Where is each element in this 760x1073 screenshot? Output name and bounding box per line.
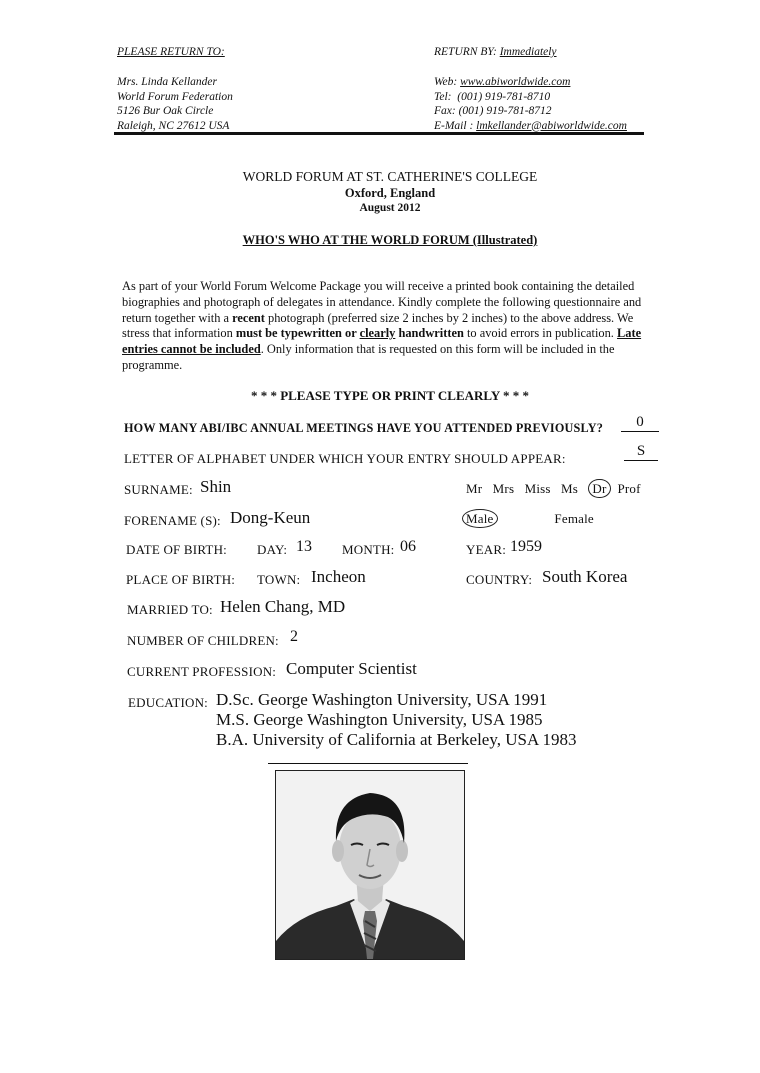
profession-label: CURRENT PROFESSION: [127, 664, 277, 679]
title-option-mr[interactable]: Mr [466, 481, 483, 496]
fax-line [434, 104, 627, 119]
return-by [434, 46, 557, 58]
title-option-miss[interactable]: Miss [524, 481, 551, 496]
education-list[interactable] [216, 690, 577, 750]
year-field[interactable]: 1959 [510, 538, 542, 555]
web-label: Web: [434, 76, 458, 88]
town-field[interactable]: Incheon [311, 567, 366, 586]
education-entry: M.S. George Washington University, USA 1985 [216, 710, 543, 729]
return-address [117, 75, 233, 133]
print-clearly-notice: * * * PLEASE TYPE OR PRINT CLEARLY * * * [250, 388, 530, 403]
married-label: MARRIED TO: [127, 602, 213, 617]
town-label: TOWN: [257, 572, 301, 587]
title-options [466, 481, 641, 497]
address-line: 5126 Bur Oak Circle [117, 105, 214, 117]
education-entry: D.Sc. George Washington University, USA 1991 [216, 690, 548, 709]
surname-field[interactable]: Shin [200, 477, 232, 496]
address-line: Raleigh, NC 27612 USA [117, 119, 230, 132]
education-label: EDUCATION: [128, 695, 208, 710]
header-divider [114, 132, 644, 135]
country-label: COUNTRY: [466, 572, 533, 587]
tel-line [434, 90, 627, 105]
web-link[interactable]: www.abiworldwide.com [460, 76, 571, 88]
letter-label: LETTER OF ALPHABET UNDER WHICH YOUR ENTRY SHOULD APPEAR: [124, 451, 566, 466]
children-field[interactable]: 2 [290, 628, 298, 645]
fax-value: (001) 919-781-8712 [458, 105, 552, 117]
tel-label: Tel: [434, 90, 452, 103]
surname-label: SURNAME: [124, 482, 193, 497]
children-label: NUMBER OF CHILDREN: [127, 633, 279, 648]
title-option-prof[interactable]: Prof [617, 481, 641, 496]
address-line: Mrs. Linda Kellander [117, 76, 217, 88]
dob-label: DATE OF BIRTH: [126, 542, 227, 557]
title-option-dr-selected[interactable]: Dr [588, 479, 610, 498]
gender-option-male-selected[interactable]: Male [462, 509, 498, 528]
photo-top-rule [268, 763, 468, 764]
month-field[interactable]: 06 [400, 538, 416, 555]
forum-date: August 2012 [359, 202, 421, 214]
day-label: DAY: [257, 542, 288, 557]
forum-title: WORLD FORUM AT ST. CATHERINE'S COLLEGE [242, 169, 538, 184]
return-to-label: PLEASE RETURN TO: [117, 46, 225, 58]
fax-label: Fax: [434, 105, 456, 117]
gender-options [462, 511, 594, 527]
contact-info [434, 75, 627, 133]
profession-field[interactable]: Computer Scientist [286, 659, 417, 678]
married-field[interactable]: Helen Chang, MD [220, 597, 346, 616]
country-field[interactable]: South Korea [542, 567, 628, 586]
month-label: MONTH: [342, 542, 395, 557]
tel-value: (001) 919-781-8710 [457, 90, 551, 103]
education-entry: B.A. University of California at Berkeley, USA 1983 [216, 730, 577, 749]
title-option-ms[interactable]: Ms [561, 481, 579, 496]
forename-label: FORENAME (S): [124, 513, 221, 528]
whos-who-heading: WHO'S WHO AT THE WORLD FORUM (Illustrated) [242, 233, 538, 247]
portrait-image [276, 771, 464, 959]
address-line: World Forum Federation [117, 90, 233, 103]
pob-label: PLACE OF BIRTH: [126, 572, 236, 587]
title-option-mrs[interactable]: Mrs [492, 481, 515, 496]
gender-option-female[interactable]: Female [554, 511, 594, 526]
letter-field[interactable]: S [624, 443, 658, 461]
forum-location: Oxford, England [344, 186, 436, 200]
email-line [434, 119, 627, 134]
email-label: E-Mail : [434, 119, 474, 132]
day-field[interactable]: 13 [296, 538, 312, 555]
meetings-label: HOW MANY ABI/IBC ANNUAL MEETINGS HAVE YOU ATTENDED PREVIOUSLY? [124, 421, 603, 435]
email-link[interactable]: lmkellander@abiworldwide.com [476, 119, 627, 132]
web-line [434, 75, 627, 90]
return-by-label: RETURN BY: [434, 46, 497, 58]
delegate-photo [275, 770, 465, 960]
forename-field[interactable]: Dong-Keun [230, 508, 311, 527]
intro-paragraph: As part of your World Forum Welcome Package you will receive a printed book containing the detailed biographies and photograph of delegates in attendance. Kindly complete the following questionnaire and return together with a recent photograph (preferred size 2 inches by 2 inches) to the above address. We stress that information must be typewritten or clearly handwritten to avoid errors in publication. Late entries cannot be included. Only information that is requested on this form will be included in the programme. [122, 279, 642, 372]
year-label: YEAR: [466, 542, 506, 557]
return-by-value: Immediately [499, 46, 557, 58]
meetings-field[interactable]: 0 [621, 414, 659, 432]
